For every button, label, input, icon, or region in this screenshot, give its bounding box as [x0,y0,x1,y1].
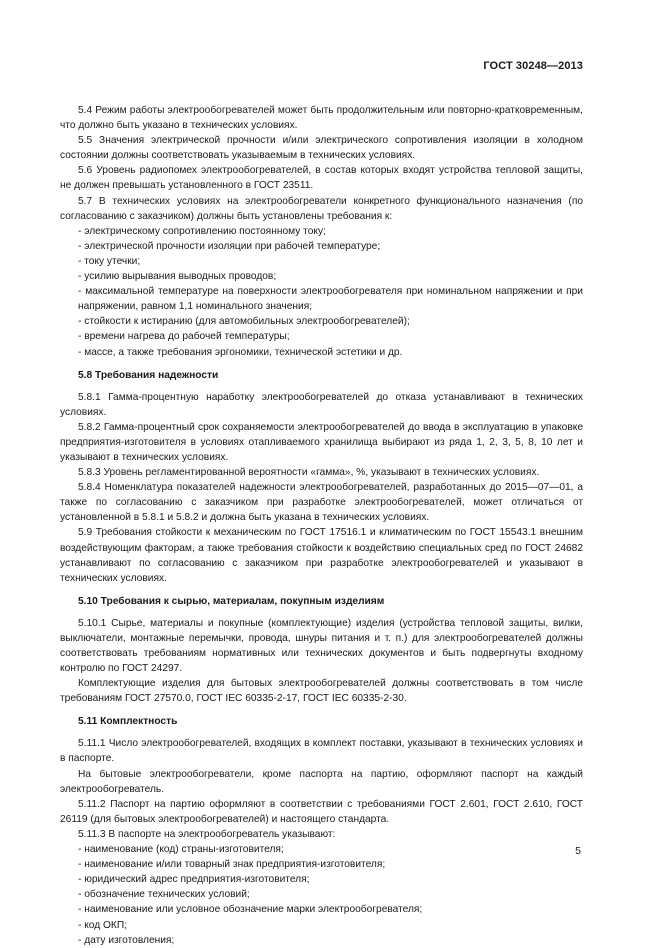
paragraph-5-8-3: 5.8.3 Уровень регламентированной вероятности «гамма», %, указывают в технических условиях. [78,467,540,479]
list-item: - наименование или условное обозначение марки электрообогревателя; [78,904,423,916]
paragraph-5-11-1b: На бытовые электрообогреватели, кроме паспорта на партию, оформляют паспорт на каждый электрообогреватель. [60,768,583,795]
section-heading-5-10: 5.10 Требования к сырью, материалам, покупным изделиям [78,595,385,607]
paragraph-5-6: 5.6 Уровень радиопомех электрообогревателей, в состав которых входят устройства тепловой защиты, не должен превышать установленного в ГОСТ 23511. [60,165,583,192]
paragraph-5-11-2: 5.11.2 Паспорт на партию оформляют в соответствии с требованиями ГОСТ 2.601, ГОСТ 2.610, ГОСТ 26119 (для бытовых электрообогревателей) и настоящего стандарта. [60,798,583,825]
paragraph-5-8-4: 5.8.4 Номенклатура показателей надежности электрообогревателей, разработанных до 2015—07—01, а также по согласованию с заказчиком при разработке электрообогревателей, может отличаться от установленной в 5.8.1 и 5.8.2 и должна быть указана в технических условиях. [60,482,583,524]
paragraph-5-11-3: 5.11.3 В паспорте на электрообогреватель указывают: [78,828,336,840]
paragraph-5-8-1: 5.8.1 Гамма-процентную наработку электрообогревателей до отказа устанавливают в технических условиях. [60,391,583,418]
paragraph-5-9: 5.9 Требования стойкости к механическим по ГОСТ 17516.1 и климатическим по ГОСТ 15543.1 внешним воздействующим факторам, а также требования стойкости к воздействию специальных сред по ГОСТ 24682 устанавливают по согласованию с заказчиком при разработке электрообогревателей и указывают в технических условиях. [60,527,583,584]
section-heading-5-8: 5.8 Требования надежности [78,369,219,381]
list-item: - код ОКП; [78,919,128,931]
paragraph-5-8-2: 5.8.2 Гамма-процентный срок сохраняемости электрообогревателей до ввода в эксплуатацию в упаковке предприятия-изготовителя в условиях отапливаемого хранилища выбирают из ряда 1, 2, 3, 5, 8, 10 лет и указывают в технических условиях. [60,421,583,463]
paragraph-5-10-1b: Комплектующие изделия для бытовых электрообогревателей должны соответствовать в том числе требованиям ГОСТ 27570.0, ГОСТ IEC 60335-2-17, ГОСТ IEC 60335-2-30. [60,678,583,705]
paragraph-5-10-1: 5.10.1 Сырье, материалы и покупные (комплектующие) изделия (устройства тепловой защиты, вилки, выключатели, монтажные перемычки, провода, шнуры питания и т. п.) для электрообогревателей должны соответствовать требованиям нормативных или технических документов и быть подвергнуты входному контролю по ГОСТ 24297. [60,617,583,675]
section-heading-5-11: 5.11 Комплектность [78,716,178,728]
page-number: 5 [575,845,581,857]
list-item: - максимальной температуре на поверхности электрообогревателя при номинальном напряжении и при напряжении, равном 1,1 номинального значения; [78,286,583,313]
paragraph-5-4: 5.4 Режим работы электрообогревателей может быть продолжительным или повторно-кратковременным, что должно быть указано в технических условиях. [60,105,583,132]
list-item: - току утечки; [78,255,141,267]
list-item: - стойкости к истиранию (для автомобильных электрообогревателей); [78,316,410,328]
paragraph-5-11-1: 5.11.1 Число электрообогревателей, входящих в комплект поставки, указывают в технических условиях и в паспорте. [60,738,583,765]
list-item: - юридический адрес предприятия-изготовителя; [78,874,310,886]
document-body [60,103,583,948]
list-item: - времени нагрева до рабочей температуры; [78,331,290,343]
standard-header: ГОСТ 30248—2013 [483,60,583,72]
paragraph-5-7: 5.7 В технических условиях на электрообогреватели конкретного функционального назначения (по согласованию с заказчиком) должны быть установлены требования к: [60,195,583,222]
list-item: - массе, а также требования эргономики, технической эстетики и др. [78,346,403,358]
list-item: - дату изготовления; [78,934,175,946]
list-item: - наименование (код) страны-изготовителя; [78,844,284,856]
list-item: - обозначение технических условий; [78,889,250,901]
list-item: - электрической прочности изоляции при рабочей температуре; [78,240,381,252]
list-item: - электрическому сопротивлению постоянному току; [78,225,326,237]
list-item: - усилию вырывания выводных проводов; [78,271,277,283]
paragraph-5-5: 5.5 Значения электрической прочности и/или электрического сопротивления изоляции в холодном состоянии должны соответствовать указываемым в технических условиях. [60,135,583,162]
list-item: - наименование и/или товарный знак предприятия-изготовителя; [78,859,386,871]
